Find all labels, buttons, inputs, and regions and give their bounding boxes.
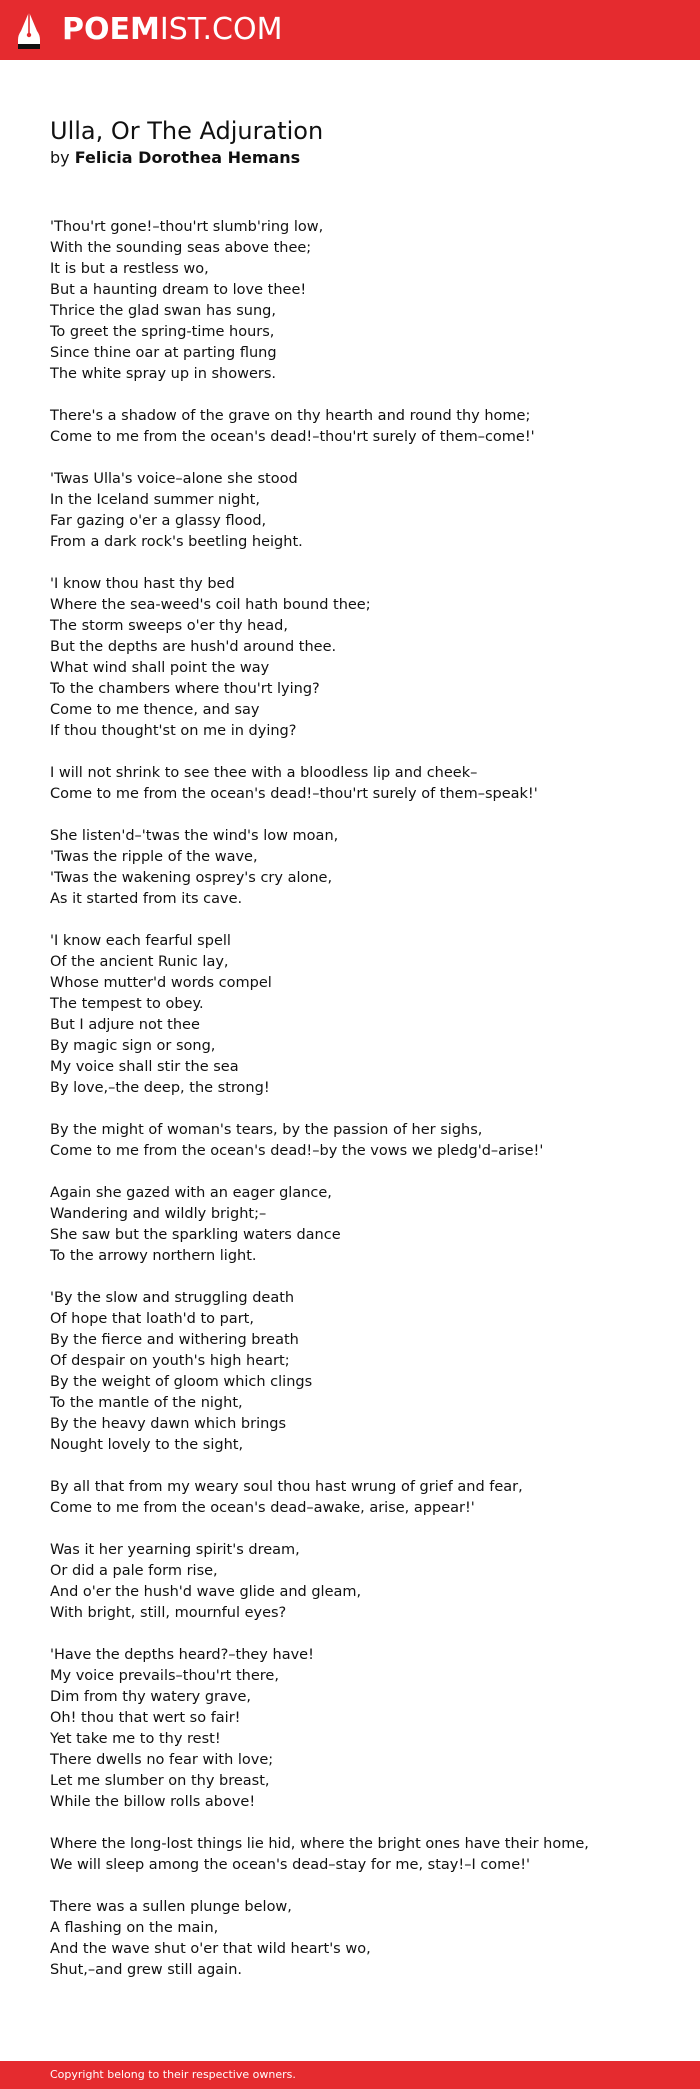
poem-line: 'Thou'rt gone!–thou'rt slumb'ring low, (50, 219, 324, 235)
poem-line: Far gazing o'er a glassy flood, (50, 513, 267, 529)
poem-line: And the wave shut o'er that wild heart's wo, (50, 1941, 371, 1957)
poem-line: If thou thought'st on me in dying? (50, 723, 297, 739)
stanza (50, 763, 670, 805)
poem-line: Come to me from the ocean's dead!–thou'rt surely of them–come!' (50, 429, 535, 445)
poem-line: By love,–the deep, the strong! (50, 1080, 270, 1096)
poem-line: While the billow rolls above! (50, 1794, 256, 1810)
logo-bold-text: POEM (62, 12, 160, 47)
poem-line: Since thine oar at parting flung (50, 345, 277, 361)
site-footer (0, 2061, 700, 2089)
poem-line: 'Twas the ripple of the wave, (50, 849, 258, 865)
poem-line: The storm sweeps o'er thy head, (50, 618, 288, 634)
poem-line: Of hope that loath'd to part, (50, 1311, 254, 1327)
poem-line: My voice shall stir the sea (50, 1059, 239, 1075)
poem-line: Come to me thence, and say (50, 702, 260, 718)
poem-line: As it started from its cave. (50, 891, 243, 907)
poem-line: Dim from thy watery grave, (50, 1689, 252, 1705)
poem-line: Oh! thou that wert so fair! (50, 1710, 241, 1726)
poem-line: Thrice the glad swan has sung, (50, 303, 276, 319)
poem-line: By magic sign or song, (50, 1038, 216, 1054)
poem-line: To the chambers where thou'rt lying? (50, 681, 320, 697)
poem-line: By the heavy dawn which brings (50, 1416, 287, 1432)
fountain-pen-nib-icon[interactable] (16, 11, 42, 51)
poem-line: Or did a pale form rise, (50, 1563, 218, 1579)
poem-line: Come to me from the ocean's dead!–by the vows we pledg'd–arise!' (50, 1143, 544, 1159)
stanza (50, 217, 670, 385)
stanza (50, 1477, 670, 1519)
poem-body (50, 217, 670, 2002)
poem-line: With the sounding seas above thee; (50, 240, 312, 256)
poem-line: In the Iceland summer night, (50, 492, 260, 508)
poem-line: But the depths are hush'd around thee. (50, 639, 337, 655)
poem-line: There's a shadow of the grave on thy hearth and round thy home; (50, 408, 531, 424)
poem-line: And o'er the hush'd wave glide and gleam, (50, 1584, 362, 1600)
by-label: by (50, 148, 70, 167)
site-logo[interactable] (62, 10, 282, 50)
poem-line: She listen'd–'twas the wind's low moan, (50, 828, 339, 844)
stanza (50, 1645, 670, 1813)
stanza (50, 931, 670, 1099)
poem-line: Whose mutter'd words compel (50, 975, 272, 991)
poem-line: Where the sea-weed's coil hath bound thee; (50, 597, 371, 613)
logo-light-text: IST.COM (159, 12, 283, 47)
poem-line: By the fierce and withering breath (50, 1332, 299, 1348)
poem-line: By the weight of gloom which clings (50, 1374, 313, 1390)
poem-line: To greet the spring-time hours, (50, 324, 275, 340)
poem-line: 'Twas the wakening osprey's cry alone, (50, 870, 333, 886)
poem-line: Come to me from the ocean's dead–awake, arise, appear!' (50, 1500, 475, 1516)
stanza (50, 406, 670, 448)
poem-line: But a haunting dream to love thee! (50, 282, 307, 298)
poem-line: Wandering and wildly bright;– (50, 1206, 267, 1222)
poem-line: She saw but the sparkling waters dance (50, 1227, 341, 1243)
stanza (50, 574, 670, 742)
stanza (50, 1288, 670, 1456)
poem-line: Let me slumber on thy breast, (50, 1773, 270, 1789)
poem-line: With bright, still, mournful eyes? (50, 1605, 287, 1621)
poem-line: By all that from my weary soul thou hast wrung of grief and fear, (50, 1479, 523, 1495)
site-header (0, 0, 700, 60)
poem-line: My voice prevails–thou'rt there, (50, 1668, 279, 1684)
poem-line: Where the long-lost things lie hid, where the bright ones have their home, (50, 1836, 589, 1852)
poem-line: Of despair on youth's high heart; (50, 1353, 290, 1369)
poem-line: Was it her yearning spirit's dream, (50, 1542, 300, 1558)
poem-line: Again she gazed with an eager glance, (50, 1185, 332, 1201)
poem-line: 'I know each fearful spell (50, 933, 231, 949)
stanza (50, 1897, 670, 1981)
poem-line: From a dark rock's beetling height. (50, 534, 303, 550)
stanza (50, 826, 670, 910)
poem-line: There dwells no fear with love; (50, 1752, 274, 1768)
poem-line: I will not shrink to see thee with a bloodless lip and cheek– (50, 765, 478, 781)
poem-line: A flashing on the main, (50, 1920, 219, 1936)
poem-line: Nought lovely to the sight, (50, 1437, 244, 1453)
stanza (50, 469, 670, 553)
copyright-notice: Copyright belong to their respective owners. (50, 2068, 296, 2081)
poem-line: To the arrowy northern light. (50, 1248, 257, 1264)
poem-line: Shut,–and grew still again. (50, 1962, 242, 1978)
poem-line: But I adjure not thee (50, 1017, 200, 1033)
stanza (50, 1540, 670, 1624)
poem-line: Of the ancient Runic lay, (50, 954, 229, 970)
poem-line: 'Have the depths heard?–they have! (50, 1647, 314, 1663)
poem-line: Come to me from the ocean's dead!–thou'rt surely of them–speak!' (50, 786, 538, 802)
poem-line: To the mantle of the night, (50, 1395, 243, 1411)
poem-line: By the might of woman's tears, by the passion of her sighs, (50, 1122, 483, 1138)
poem-line: 'Twas Ulla's voice–alone she stood (50, 471, 298, 487)
poem-line: Yet take me to thy rest! (50, 1731, 221, 1747)
poem-line: We will sleep among the ocean's dead–stay for me, stay!–I come!' (50, 1857, 531, 1873)
author-name: Felicia Dorothea Hemans (74, 148, 301, 167)
poem-line: 'By the slow and struggling death (50, 1290, 295, 1306)
stanza (50, 1120, 670, 1162)
poem-line: It is but a restless wo, (50, 261, 209, 277)
stanza (50, 1183, 670, 1267)
poem-line: 'I know thou hast thy bed (50, 576, 235, 592)
poem-line: There was a sullen plunge below, (50, 1899, 292, 1915)
poem-line: What wind shall point the way (50, 660, 270, 676)
poem-line: The white spray up in showers. (50, 366, 277, 382)
byline (50, 146, 300, 170)
poem-line: The tempest to obey. (50, 996, 204, 1012)
poem-title: Ulla, Or The Adjuration (50, 117, 324, 145)
stanza (50, 1834, 670, 1876)
